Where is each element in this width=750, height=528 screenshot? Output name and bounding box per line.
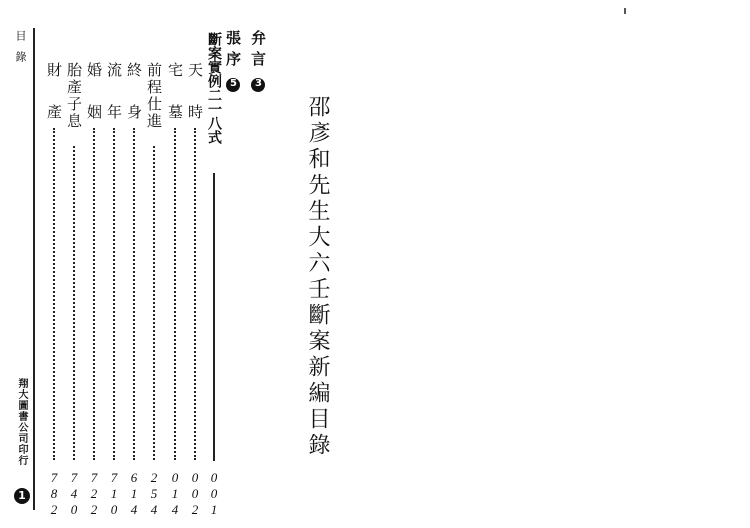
toc-page-digit: 2 — [191, 502, 199, 517]
toc-entry-label: 婚 — [85, 62, 103, 77]
toc-entry-label: 身 — [125, 104, 143, 119]
publisher-imprint: 翔大圖書公司印行 — [16, 378, 27, 466]
toc-entry-label: 天 — [186, 62, 204, 77]
toc-page-digit: 4 — [171, 502, 179, 517]
toc-entry-label: 時 — [186, 104, 204, 119]
dotted-leader — [153, 146, 155, 460]
toc-page-digit: 2 — [150, 470, 158, 485]
toc-page-digit: 7 — [90, 470, 98, 485]
toc-entry-label: 終 — [125, 62, 143, 77]
toc-page-digit: 4 — [150, 502, 158, 517]
section-heading: 斷案實例二一八式 — [206, 32, 222, 144]
toc-page-digit: 1 — [130, 486, 138, 501]
toc-page-digit: 0 — [191, 470, 199, 485]
toc-page-digit: 1 — [110, 486, 118, 501]
dotted-leader — [53, 128, 55, 460]
front-matter-item — [249, 30, 267, 95]
page-title: 邵彥和先生大六壬斷案新編目錄 — [305, 95, 330, 459]
section-page-digit: 0 — [210, 486, 218, 501]
toc-page-digit: 8 — [50, 486, 58, 501]
section-leader-line — [213, 173, 215, 461]
toc-page-digit: 0 — [110, 502, 118, 517]
toc-page-digit: 2 — [50, 502, 58, 517]
toc-page-digit: 2 — [90, 502, 98, 517]
dotted-leader — [113, 128, 115, 460]
section-page-digit: 1 — [210, 502, 218, 517]
front-matter-label: 弁言 — [249, 30, 267, 72]
scan-mark — [624, 8, 626, 14]
circled-page-number: 5 — [228, 78, 239, 95]
margin-rule — [33, 28, 35, 510]
toc-page-digit: 2 — [90, 486, 98, 501]
front-matter-label: 張序 — [224, 30, 242, 72]
toc-entry-label: 宅 — [166, 62, 184, 77]
toc-page-digit: 1 — [171, 486, 179, 501]
running-head: 目錄 — [14, 30, 27, 72]
toc-page-digit: 0 — [70, 502, 78, 517]
front-matter-item — [224, 30, 242, 95]
dotted-leader — [73, 146, 75, 460]
dotted-leader — [194, 128, 196, 460]
toc-page-digit: 4 — [70, 486, 78, 501]
toc-page-digit: 7 — [110, 470, 118, 485]
dotted-leader — [174, 128, 176, 460]
toc-entry-label: 胎產子息 — [65, 62, 83, 130]
toc-entry-label: 前程仕進 — [145, 62, 163, 130]
toc-entry-label: 流 — [105, 62, 123, 77]
toc-page-digit: 0 — [191, 486, 199, 501]
toc-page-digit: 0 — [171, 470, 179, 485]
toc-entry-label: 年 — [105, 104, 123, 119]
dotted-leader — [133, 128, 135, 460]
toc-page-digit: 4 — [130, 502, 138, 517]
toc-entry-label: 產 — [45, 104, 63, 119]
section-page-digit: 0 — [210, 470, 218, 485]
toc-entry-label: 財 — [45, 62, 63, 77]
page-number: 1 — [14, 488, 30, 504]
toc-page-digit: 5 — [150, 486, 158, 501]
toc-entry-label: 墓 — [166, 104, 184, 119]
toc-page-digit: 7 — [70, 470, 78, 485]
circled-page-number: 3 — [253, 78, 264, 95]
dotted-leader — [93, 128, 95, 460]
toc-entry-label: 姻 — [85, 104, 103, 119]
toc-page-digit: 7 — [50, 470, 58, 485]
toc-page-digit: 6 — [130, 470, 138, 485]
